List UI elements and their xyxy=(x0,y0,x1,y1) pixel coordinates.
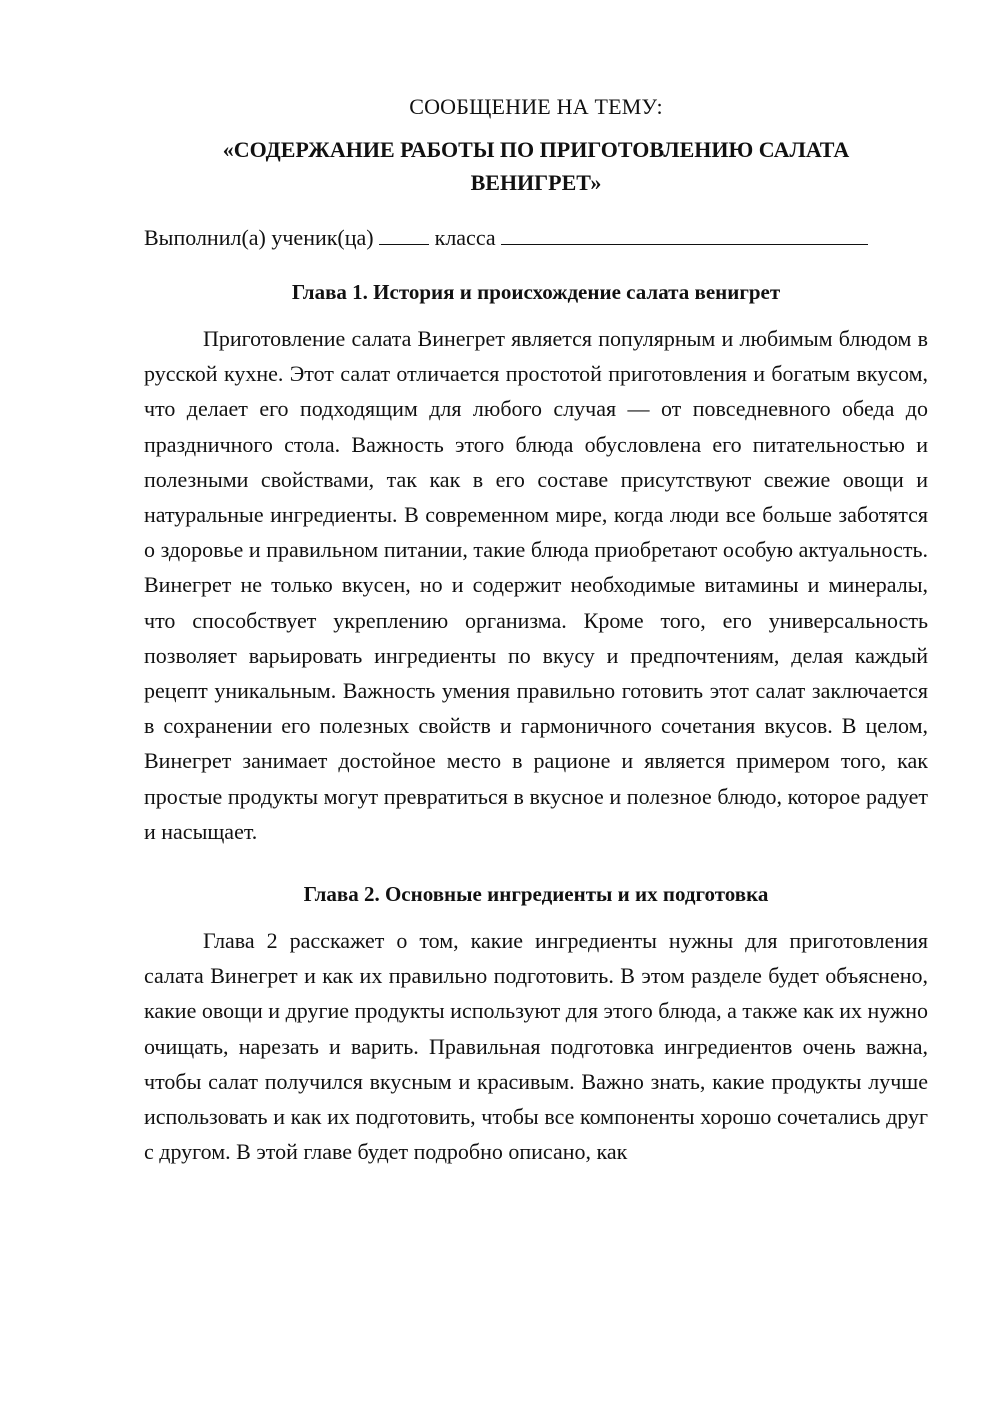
chapter-2-title: Глава 2. Основные ингредиенты и их подготовка xyxy=(303,882,769,907)
student-name-blank[interactable] xyxy=(501,222,868,245)
document-topic-title: «СОДЕРЖАНИЕ РАБОТЫ ПО ПРИГОТОВЛЕНИЮ САЛАТА ВЕНИГРЕТ» xyxy=(222,137,850,195)
chapter-2-paragraph: Глава 2 расскажет о том, какие ингредиенты нужны для приготовления салата Винегрет и как их правильно подготовить. В этом разделе будет объяснено, какие овощи и другие продукты используют для этого блюда, а также как их нужно очищать, нарезать и варить. Правильная подготовка ингредиентов очень важна, чтобы салат получился вкусным и красивым. Важно знать, какие продукты лучше использовать и как их подготовить, чтобы все компоненты хорошо сочетались друг с другом. В этой главе будет подробно описано, как xyxy=(144,928,928,1165)
class-number-blank[interactable] xyxy=(379,222,429,245)
chapter-1-title: Глава 1. История и происхождение салата венигрет xyxy=(291,280,781,304)
author-line xyxy=(144,222,928,253)
author-class-word: класса xyxy=(434,225,496,250)
author-prefix: Выполнил(а) ученик(ца) xyxy=(144,225,374,250)
document-header: СООБЩЕНИЕ НА ТЕМУ: xyxy=(409,94,663,119)
document-page xyxy=(144,92,928,1169)
chapter-1-paragraph: Приготовление салата Винегрет является популярным и любимым блюдом в русской кухне. Этот салат отличается простотой приготовления и богатым вкусом, что делает его подходящим для любого случая — от повседневного обеда до праздничного стола. Важность этого блюда обусловлена его питательностью и полезными свойствами, так как в его составе присутствуют свежие овощи и натуральные ингредиенты. В современном мире, когда люди все больше заботятся о здоровье и правильном питании, такие блюда приобретают особую актуальность. Винегрет не только вкусен, но и содержит необходимые витамины и минералы, что способствует укреплению организма. Кроме того, его универсальность позволяет варьировать ингредиенты по вкусу и предпочтениям, делая каждый рецепт уникальным. Важность умения правильно готовить этот салат заключается в сохранении его полезных свойств и гармоничного сочетания вкусов. В целом, Винегрет занимает достойное место в рационе и является примером того, как простые продукты могут превратиться в вкусное и полезное блюдо, которое радует и насыщает. xyxy=(144,326,928,844)
